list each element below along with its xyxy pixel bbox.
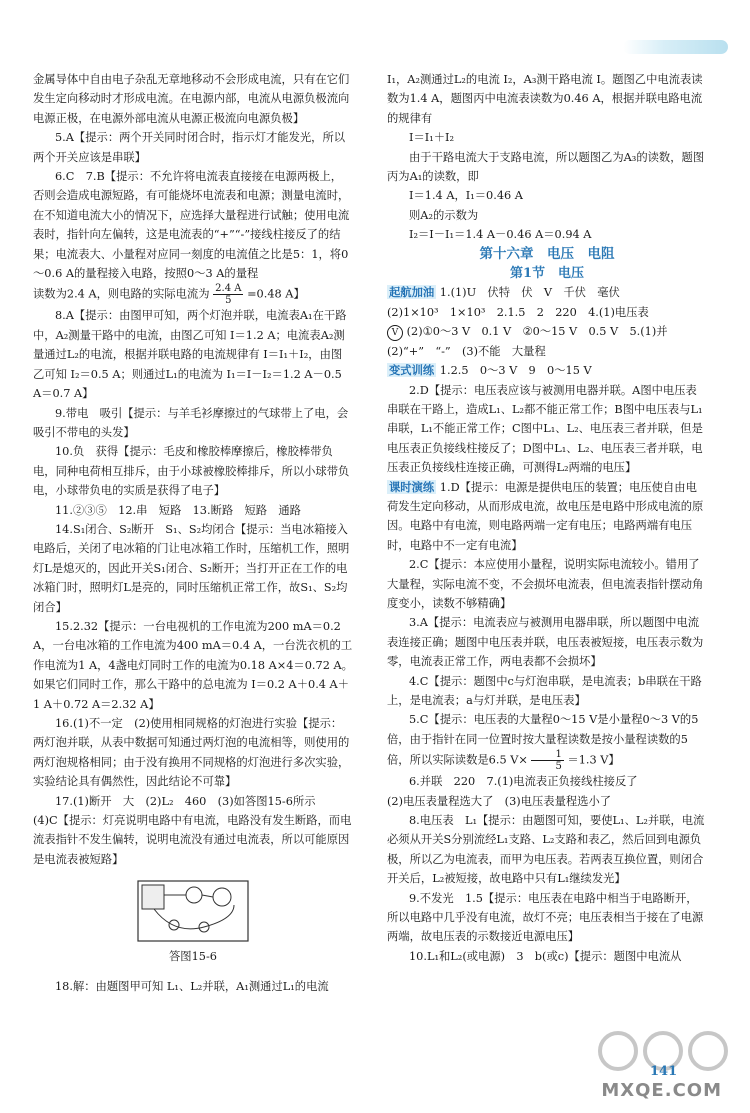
keshi-para-2: 2.C【提示：本应使用小量程，说明实际电流较小。错用了大量程，实际电流不变，不会损坏电流表，但电流表指针摆动角度变小，读数不够精确】 <box>387 558 704 610</box>
fraction-2-denominator: 5 <box>555 761 562 773</box>
header-banner <box>623 40 728 54</box>
right-top-0: I₁，A₂测通过L₂的电流 I₂，A₃测干路电流 I。题图乙中电流表读数为1.4 A，题图丙中电流表读数为0.46 A，根据并联电路电流的规律有 <box>387 73 703 125</box>
chapter-title: 第十六章 电压 电阻 <box>479 245 615 262</box>
left-para-3 <box>33 283 353 306</box>
fraction-numerator: 2.4 A <box>215 283 242 295</box>
tag-keshi: 课时演练 <box>389 479 435 494</box>
keshi-para-7: (2)电压表量程选大了 (3)电压表量程选小了 <box>387 794 612 808</box>
qihang-text-1: 1.(1)U 伏特 伏 V 千伏 毫伏 <box>439 286 620 300</box>
left-para-3-tail: =0.48 A】 <box>247 287 305 301</box>
keshi-para-3: 3.A【提示：电流表应与被测用电器串联，所以题图中电流表连接正确；题图中电压表并联，电压表被短接，电压表示数为零，电流表正常工作，两电表都不会损坏】 <box>387 616 704 669</box>
left-column <box>33 70 353 996</box>
right-top-5: I₂＝I－I₁＝1.4 A－0.46 A＝0.94 A <box>409 228 592 242</box>
left-para-9: 14.S₁闭合、S₂断开 S₁、S₂均闭合【提示：当电冰箱接入电路后，关闭了电冰箱的门让电冰箱工作时，压缩机工作，照明灯L是熄灭的，因此开关S₁闭合、S₂断开；当打开正在工作的电冰箱门时，照明灯L是亮的，同时压缩机正常工作，故S₁、S₂均闭合】 <box>33 522 350 614</box>
left-para-6: 9.带电 吸引【提示：与羊毛衫摩擦过的气球带上了电，会吸引不带电的头发】 <box>33 406 349 439</box>
left-para-13: (4)C【提示：灯亮说明电路中有电流，电路没有发生断路，而电流表指针不发生偏转，说明电流没有通过电流表，所以可能原因是电流表被短路】 <box>33 814 352 866</box>
qihang-line-3 <box>387 322 707 341</box>
left-para-7: 10.负 获得【提示：毛皮和橡胶棒摩擦后，橡胶棒带负电，同种电荷相互排斥，由于小球被橡胶棒排斥，所以小球带负电，小球带负电的实质是获得了电子】 <box>33 445 350 498</box>
fraction-2-numerator: 1 <box>531 749 563 761</box>
left-para-0: 金属导体中自由电子杂乱无章地移动不会形成电流，只有在它们发生定向移动时才形成电流。在电源内部，电流从电源负极流向电源正极，在电源外部电流从电源正极流向电源负极】 <box>33 73 350 125</box>
left-para-1: 5.A【提示：两个开关同时闭合时，指示灯才能发光，所以两个开关应该是串联】 <box>33 131 346 164</box>
left-para-12: 17.(1)断开 大 (2)L₂ 460 (3)如答图15-6所示 <box>55 794 316 808</box>
qihang-line-1 <box>387 283 707 302</box>
section-title: 第1节 电压 <box>509 266 585 282</box>
right-top-4: 则A₂的示数为 <box>409 208 479 222</box>
qihang-line-2: (2)1×10³ 1×10³ 2.1.5 2 220 4.(1)电压表 <box>387 305 649 319</box>
qihang-text-3: (2)①0～3 V 0.1 V ②0～15 V 0.5 V 5.(1)并 <box>406 325 668 339</box>
keshi-para-5-text: 5.C【提示：电压表的大量程0～15 V是小量程0～3 V的5倍，由于指针在同一位置时按大量程读数是按小量程读数的5倍，所以实际读数是6.5 V× <box>387 713 699 767</box>
left-para-10: 15.2.32【提示：一台电视机的工作电流为200 mA＝0.2 A，一台电冰箱的工作电流为400 mA＝0.4 A，一台洗衣机的工作电流为1 A，4盏电灯同时工作的电流为0.18 A×4＝0.72 A。如果它们同时工作，那么干路中的总电流为 I＝0.2 A＋0.4 A＋1 A＋0.72 A＝2.32 A】 <box>33 619 353 711</box>
bianshi-text-1: 1.2.5 0～3 V 9 0～15 V <box>439 364 592 378</box>
keshi-line-1 <box>387 478 707 556</box>
left-para-5: 8.A【提示：由图甲可知，两个灯泡并联，电流表A₁在干路中，A₂测量干路中的电流，由图乙可知 I＝1.2 A；电流表A₂测量通过L₂的电流，根据并联电路的电流规律有 I＝I₁＋I₂，由图乙可知 I₂＝0.5 A；则通过L₁的电流为 I₁＝I－I₂＝1.2 A－0.5 A＝0.7 A】 <box>33 309 347 401</box>
qihang-line-4: (2)“+” “-” (3)不能 大量程 <box>387 344 546 358</box>
tag-bianshi: 变式训练 <box>389 363 435 378</box>
watermark-text: MXQE.COM <box>601 1080 722 1101</box>
fraction-2 <box>531 749 563 772</box>
voltmeter-symbol: V <box>387 325 403 341</box>
right-top-1: I＝I₁＋I₂ <box>409 131 455 145</box>
right-top-3: I＝1.4 A，I₁＝0.46 A <box>409 189 523 203</box>
keshi-para-8: 8.电压表 L₁【提示：由题图可知，要使L₁、L₂并联，电流必须从开关S分别流经L₁支路、L₂支路和表乙，然后回到电源负极，所以乙为电流表，而甲为电压表。若两表互换位置，则闭合开关后，L₂被短接，故电路中只有L₁继续发光】 <box>387 814 705 886</box>
circuit-figure <box>134 875 252 947</box>
keshi-para-9: 9.不发光 1.5【提示：电压表在电路中相当于电路断开，所以电路中几乎没有电流，故灯不亮；电压表相当于接在了电源两端，故电压表的示数接近电源电压】 <box>387 891 704 944</box>
bianshi-para-2: 2.D【提示：电压表应该与被测用电器并联。A图中电压表串联在干路上，造成L₁、L₂都不能正常工作；B图中电压表与L₁串联，L₁不能正常工作；C图中L₁、L₂、电压表三者并联，但是电压表正负接线柱接反了；D图中L₁、L₂、电压表三者并联，电压表正负接线柱连接正确，可测得L₂两端的电压】 <box>387 383 703 475</box>
keshi-para-10: 10.L₁和L₂(或电源) 3 b(或c)【提示：题图中电流从 <box>409 949 682 963</box>
left-para-11: 16.(1)不一定 (2)使用相同规格的灯泡进行实验【提示：两灯泡并联，从表中数据可知通过两灯泡的电流相等，则使用的两灯泡规格相同；由于没有换用不同规格的灯泡进行多次实验，实验结论具有偶然性，因此结论不可靠】 <box>33 717 350 789</box>
keshi-para-4: 4.C【提示：题图中c与灯泡串联，是电流表；b串联在干路上，是电流表；a与灯并联，是电压表】 <box>387 674 702 707</box>
page-number: 141 <box>650 1064 678 1079</box>
figure-caption: 答图15-6 <box>169 950 217 964</box>
left-para-8: 11.②③⑤ 12.串 短路 13.断路 短路 通路 <box>55 503 301 517</box>
right-top-2: 由于干路电流大于支路电流，所以题图乙为A₃的读数，题图丙为A₁的读数，即 <box>387 150 705 184</box>
right-column <box>387 70 707 966</box>
left-para-2: 6.C 7.B【提示：不允许将电流表直接接在电源两极上，否则会造成电源短路，有可能烧坏电流表和电源；测量电流时，在不知道电流大小的情况下，应选择大量程进行试触；使用电流表时，指针向左偏转，这是电流表的“+”“-”接线柱接反了的结果；电流表大、小量程对应同一刻度的电流值之比是5：1，将0～0.6 A的量程接入电路，按照0～3 A的量程 <box>33 170 350 281</box>
left-para-14: 18.解：由题图甲可知 L₁、L₂并联，A₁测通过L₁的电流 <box>55 979 329 993</box>
fraction <box>213 283 243 306</box>
keshi-para-5-tail: ＝1.3 V】 <box>567 753 620 767</box>
fraction-denominator: 5 <box>225 295 232 307</box>
keshi-para-5 <box>387 710 707 772</box>
keshi-text-1: 1.D【提示：电源是提供电压的装置；电压使自由电荷发生定向移动，从而形成电流，故电压是电路中形成电流的原因。电路中有电流，则电路两端一定有电压；电路两端有电压时，电路中不一定有电流】 <box>387 480 704 552</box>
left-para-3-text: 读数为2.4 A，则电路的实际电流为 <box>33 287 210 301</box>
bianshi-line-1 <box>387 361 707 380</box>
keshi-para-6: 6.并联 220 7.(1)电流表正负接线柱接反了 <box>409 775 638 789</box>
tag-qihang: 起航加油 <box>389 285 435 300</box>
